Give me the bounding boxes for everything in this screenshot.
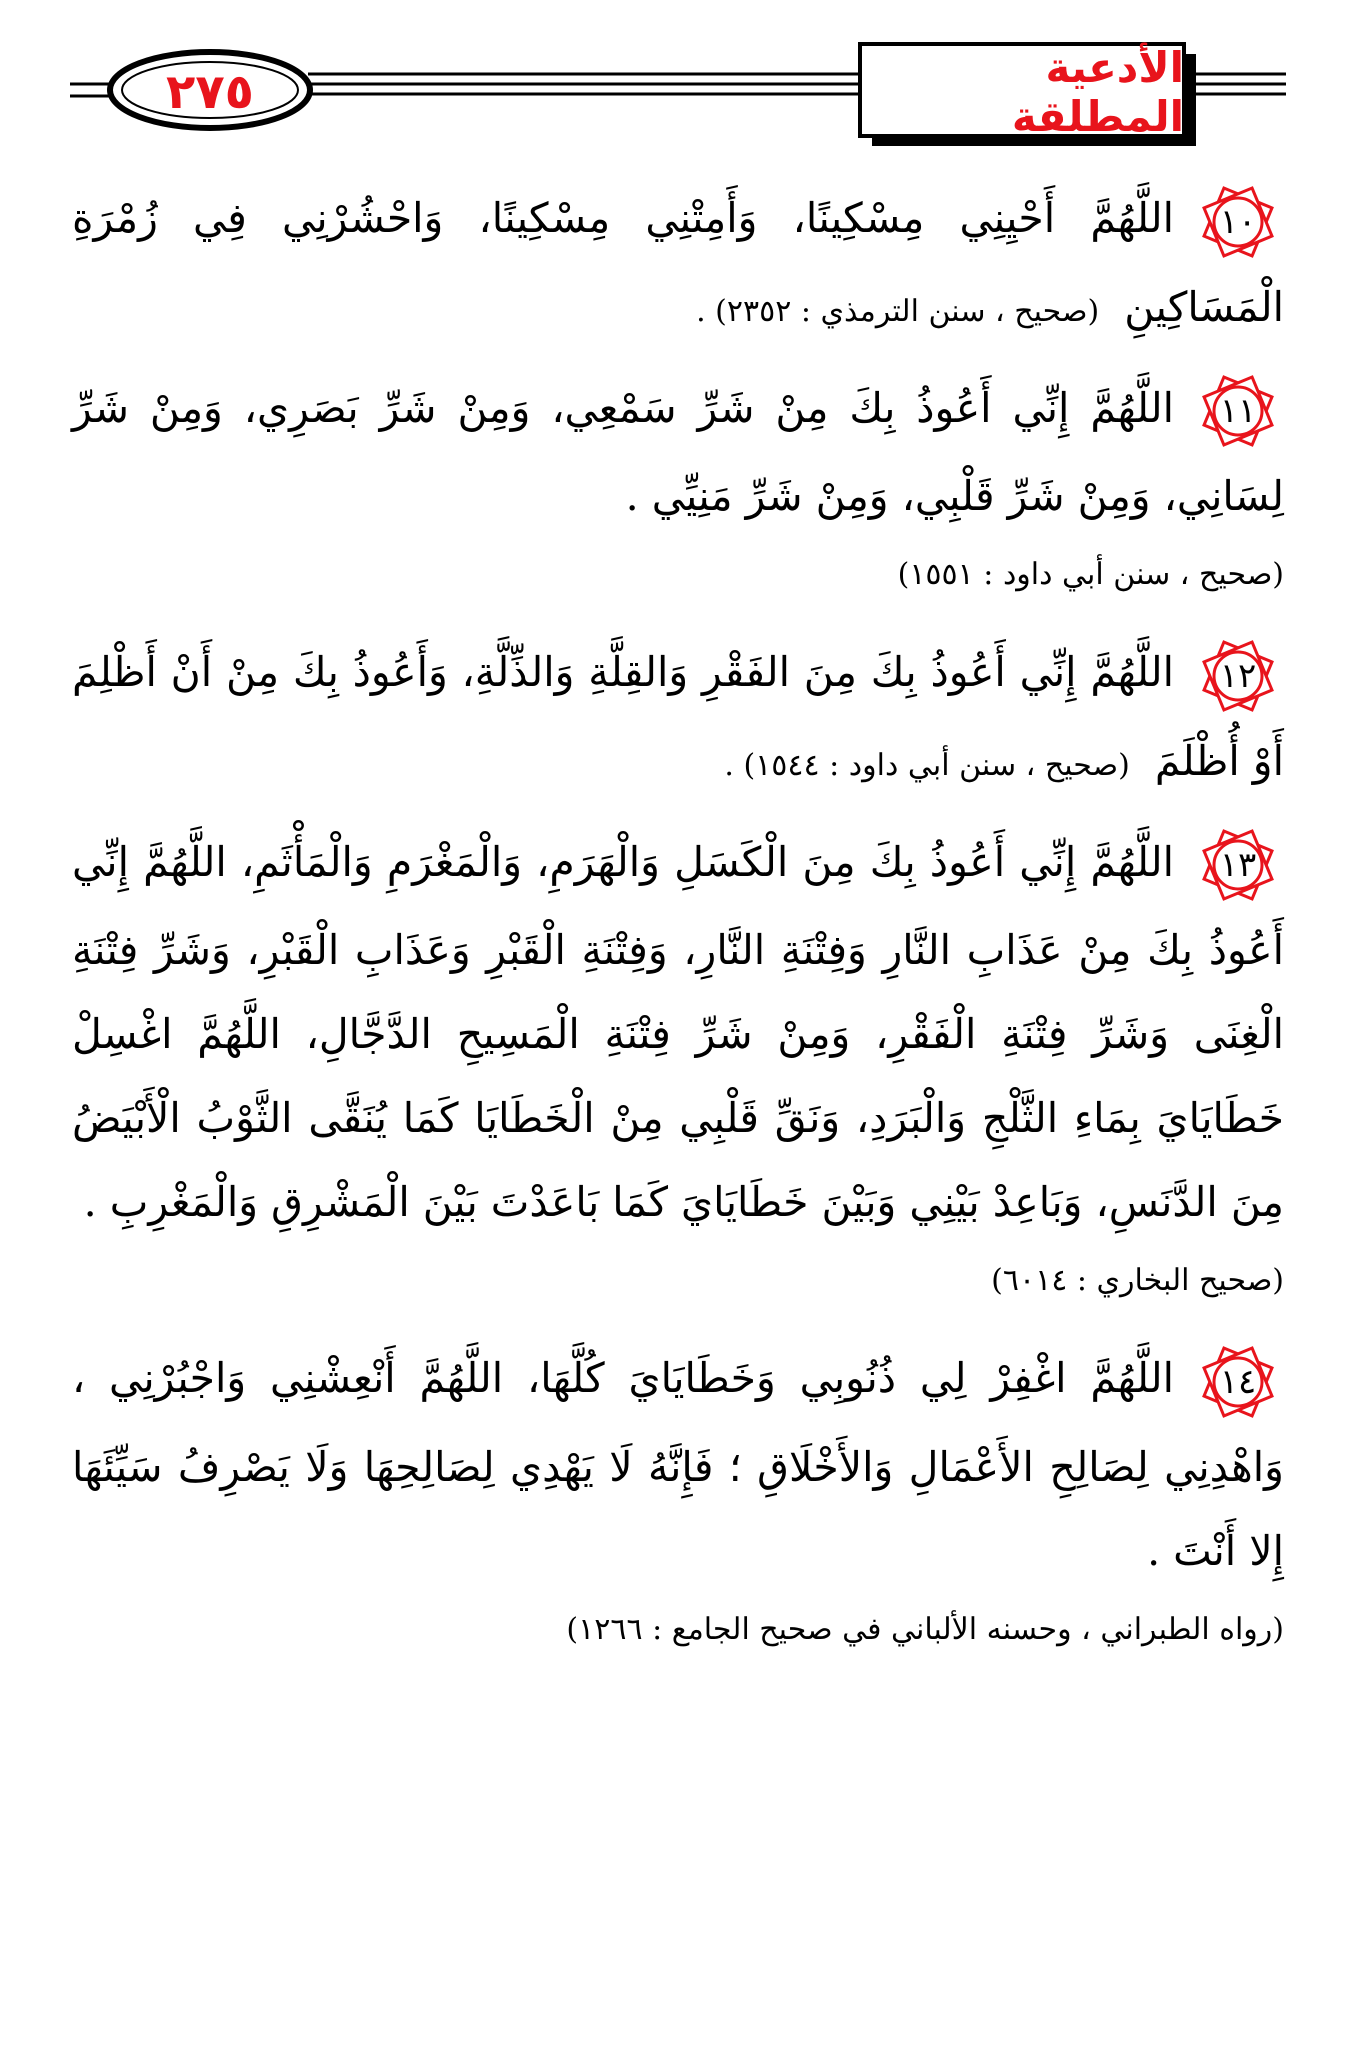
dua-number-badge xyxy=(1192,633,1284,719)
book-title: الأدعية المطلقة xyxy=(1011,43,1184,141)
dua-source: (رواه الطبراني ، وحسنه الألباني في صحيح الجامع : ١٢٦٦) xyxy=(566,1611,1284,1647)
dua-item xyxy=(72,1336,1284,1593)
dua-text: اللَّهُمَّ اغْفِرْ لِي ذُنُوبِي وَخَطَايَايَ كُلَّهَا، اللَّهُمَّ أَنْعِشْنِي وَاجْبُرْنِي ، وَاهْدِنِي لِصَالِحِ الأَعْمَالِ وَالأَخْلَاقِ ؛ فَإِنَّهُ لَا يَهْدِي لِصَالِحِهَا وَلَا يَصْرِفُ سَيِّئَهَا إِلا أَنْتَ . xyxy=(72,1354,1284,1575)
dua-number: ١٤ xyxy=(1219,1361,1257,1402)
dua-number: ١٢ xyxy=(1219,655,1257,696)
dua-text: اللَّهُمَّ أَحْيِنِي مِسْكِينًا، وَأَمِتْنِي مِسْكِينًا، وَاحْشُرْنِي فِي زُمْرَةِ الْمَسَاكِينِ xyxy=(72,194,1284,331)
dua-item xyxy=(72,820,1284,1245)
dua-number-badge xyxy=(1192,1339,1284,1425)
dua-text: اللَّهُمَّ إِنِّي أَعُوذُ بِكَ مِنَ الْكَسَلِ وَالْهَرَمِ، وَالْمَغْرَمِ وَالْمَأْثَمِ، اللَّهُمَّ إِنِّي أَعُوذُ بِكَ مِنْ عَذَابِ النَّارِ وَفِتْنَةِ النَّارِ، وَفِتْنَةِ الْقَبْرِ وَعَذَابِ الْقَبْرِ، وَشَرِّ فِتْنَةِ الْغِنَى وَشَرِّ فِتْنَةِ الْفَقْرِ، وَمِنْ شَرِّ فِتْنَةِ الْمَسِيحِ الدَّجَّالِ، اللَّهُمَّ اغْسِلْ خَطَايَايَ بِمَاءِ الثَّلْجِ وَالْبَرَدِ، وَنَقِّ قَلْبِي مِنْ الْخَطَايَا كَمَا يُنَقَّى الثَّوْبُ الْأَبْيَضُ مِنَ الدَّنَسِ، وَبَاعِدْ بَيْنِي وَبَيْنَ خَطَايَايَ كَمَا بَاعَدْتَ بَيْنَ الْمَشْرِقِ وَالْمَغْرِبِ . xyxy=(72,837,1284,1226)
dua-item xyxy=(72,366,1284,539)
dua-number-badge xyxy=(1192,368,1284,454)
page-header xyxy=(0,0,1356,160)
page-number: ٢٧٥ xyxy=(166,64,254,120)
dua-number: ١٠ xyxy=(1219,201,1257,242)
dua-source: (صحيح ، سنن أبي داود : ١٥٤٤) . xyxy=(724,747,1130,783)
dua-source: (صحيح البخاري : ٦٠١٤) xyxy=(991,1263,1284,1298)
dua-number: ١١ xyxy=(1219,391,1257,431)
dua-number: ١٣ xyxy=(1219,845,1257,885)
dua-source: (صحيح ، سنن الترمذي : ٢٣٥٢) . xyxy=(696,293,1100,329)
dua-text: اللَّهُمَّ إِنِّي أَعُوذُ بِكَ مِنْ شَرِّ سَمْعِي، وَمِنْ شَرِّ بَصَرِي، وَمِنْ شَرِّ لِسَانِي، وَمِنْ شَرِّ قَلْبِي، وَمِنْ شَرِّ مَنِيِّي . xyxy=(72,383,1284,520)
dua-item xyxy=(72,176,1284,354)
dua-item xyxy=(72,630,1284,808)
dua-text: اللَّهُمَّ إِنِّي أَعُوذُ بِكَ مِنَ الفَقْرِ وَالقِلَّةِ وَالذِّلَّةِ، وَأَعُوذُ بِكَ مِنْ أَنْ أَظْلِمَ أَوْ أُظْلَمَ xyxy=(72,648,1284,785)
page-content xyxy=(72,176,1284,1685)
dua-number-badge xyxy=(1192,822,1284,908)
dua-number-badge xyxy=(1192,179,1284,265)
dua-source: (صحيح ، سنن أبي داود : ١٥٥١) xyxy=(897,557,1284,592)
